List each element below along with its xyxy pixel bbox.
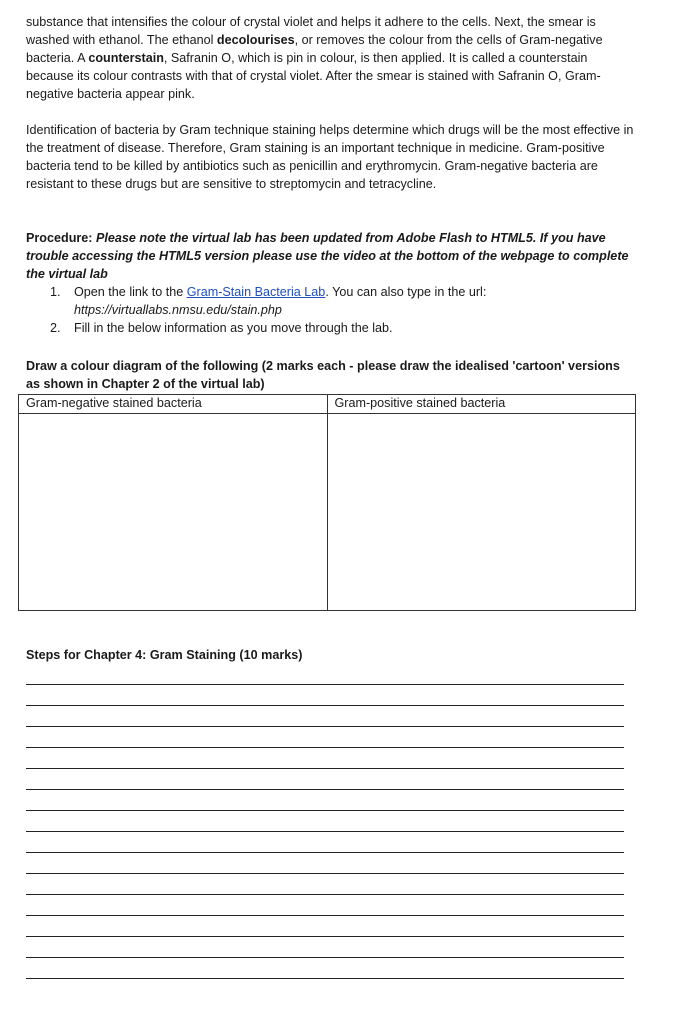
gram-positive-drawing-area[interactable] — [327, 414, 636, 611]
procedure-steps — [50, 284, 630, 338]
answer-line[interactable] — [26, 852, 624, 853]
answer-line[interactable] — [26, 726, 624, 727]
answer-line[interactable] — [26, 873, 624, 874]
answer-line[interactable] — [26, 831, 624, 832]
answer-line[interactable] — [26, 705, 624, 706]
gram-negative-drawing-area[interactable] — [19, 414, 328, 611]
answer-line[interactable] — [26, 768, 624, 769]
steps-title: Steps for Chapter 4: Gram Staining (10 marks) — [26, 648, 303, 662]
step-1-text: Open the link to the — [74, 285, 187, 299]
step-2-number: 2. — [50, 320, 61, 335]
intro-text-1: substance that intensifies the colour of crystal violet and helps it adhere to the cells. Next, the smear is washed with ethanol. The ethanol — [26, 15, 596, 47]
procedure-paragraph — [26, 230, 636, 284]
answer-line[interactable] — [26, 957, 624, 958]
answer-line[interactable] — [26, 684, 624, 685]
answer-line[interactable] — [26, 915, 624, 916]
answer-line[interactable] — [26, 936, 624, 937]
gram-positive-header: Gram-positive stained bacteria — [327, 395, 636, 414]
answer-line[interactable] — [26, 978, 624, 979]
lab-url: https://virtuallabs.nmsu.edu/stain.php — [74, 302, 282, 317]
step-1-text-b: . You can also type in the url: — [325, 285, 487, 299]
step-2-text: Fill in the below information as you move through the lab. — [74, 320, 393, 335]
diagram-prompt: Draw a colour diagram of the following (2 marks each - please draw the idealised 'cartoon' versions as shown in Chapter 2 of the virtual lab) — [26, 359, 620, 391]
answer-line[interactable] — [26, 894, 624, 895]
gram-stain-lab-link[interactable]: Gram-Stain Bacteria Lab — [186, 285, 326, 299]
intro-text-3: , Safranin O, which is pin in colour, is then applied. It is called a counterstain because its colour contrasts with that of crystal violet. After the smear is stained with Safranin O, Gram-negative bacteria appear pink. — [26, 50, 601, 101]
diagram-table — [18, 394, 636, 611]
intro-paragraph — [26, 14, 636, 104]
term-counterstain: counterstain — [88, 50, 164, 65]
step-1 — [50, 284, 630, 320]
term-decolourises: decolourises — [216, 32, 295, 47]
step-2 — [50, 320, 630, 338]
step-1-number: 1. — [50, 285, 61, 299]
answer-line[interactable] — [26, 747, 624, 748]
answer-line[interactable] — [26, 789, 624, 790]
intro-text-2: , or removes the colour from the cells of Gram-negative bacteria. A — [26, 32, 603, 65]
identification-paragraph: Identification of bacteria by Gram technique staining helps determine which drugs will be the most effective in the treatment of disease. Therefore, Gram staining is an important technique in medicine. Gram-positive bacteria tend to be killed by antibiotics such as penicillin and erythromycin. Gram-negative bacteria are resistant to these drugs but are sensitive to streptomycin and tetracycline. — [26, 123, 634, 191]
gram-negative-header: Gram-negative stained bacteria — [19, 395, 328, 414]
procedure-note: Please note the virtual lab has been updated from Adobe Flash to HTML5. If you have trouble accessing the HTML5 version please use the video at the bottom of the webpage to complete the virtual lab — [26, 231, 629, 281]
procedure-label: Procedure: — [26, 231, 96, 245]
answer-line[interactable] — [26, 810, 624, 811]
